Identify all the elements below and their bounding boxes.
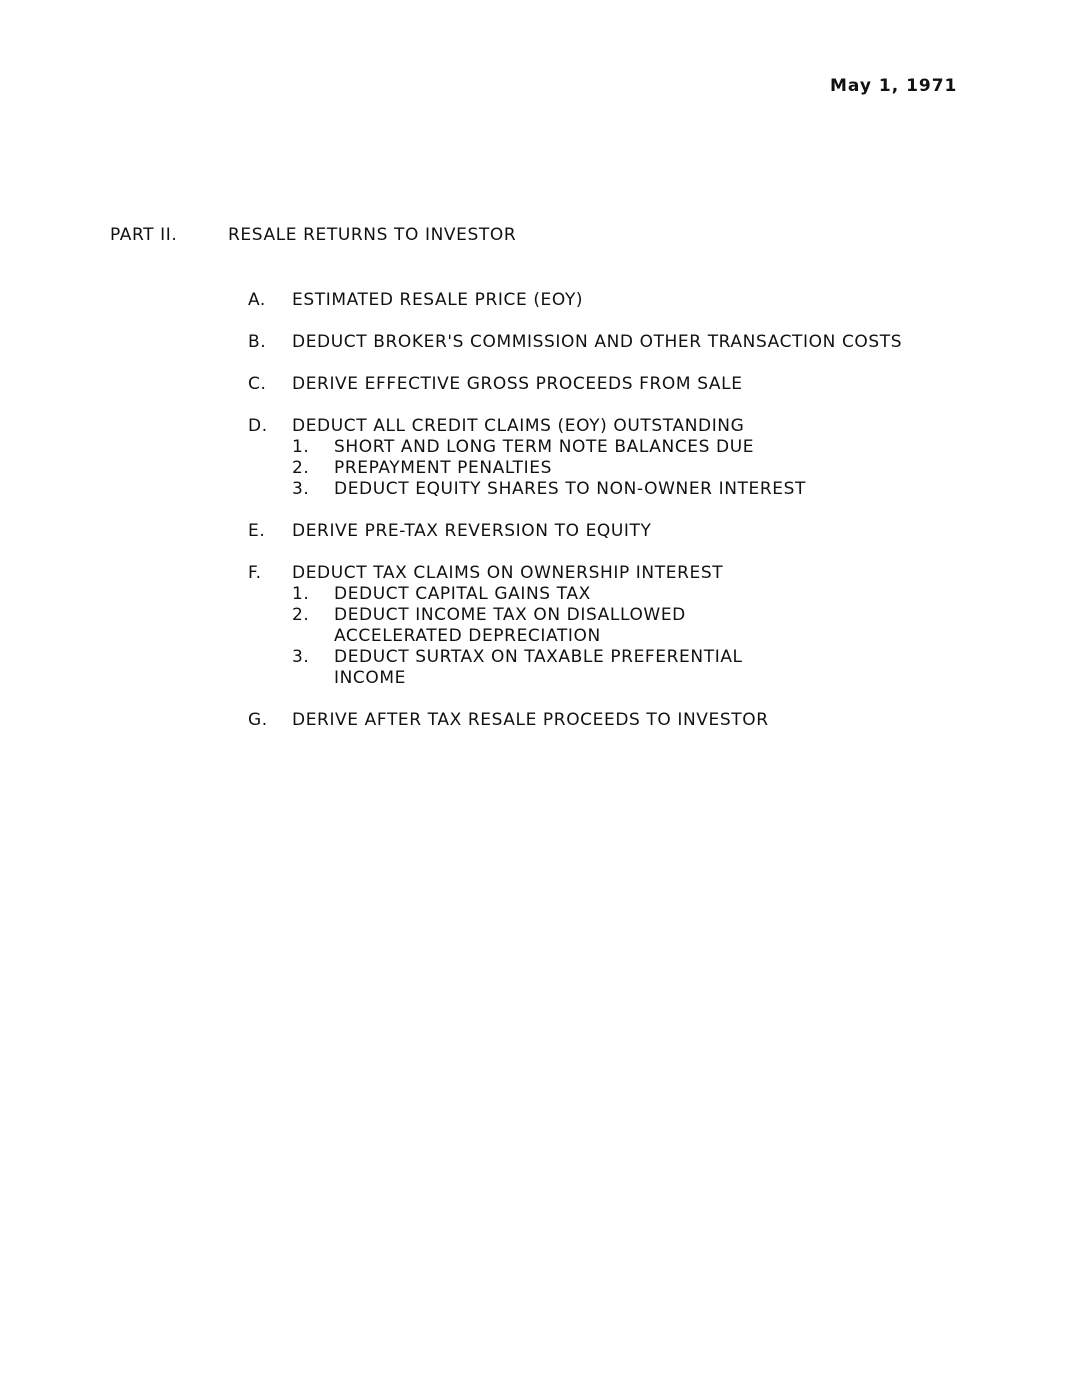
outline-list — [248, 290, 902, 752]
outline-item-text: DERIVE PRE-TAX REVERSION TO EQUITY — [292, 521, 652, 541]
sub-item-text: DEDUCT EQUITY SHARES TO NON-OWNER INTEREST — [334, 479, 806, 499]
outline-item-body — [292, 416, 902, 500]
sub-item — [292, 479, 902, 500]
outline-item-letter: D. — [248, 416, 268, 436]
document-date: May 1, 1971 — [830, 76, 958, 96]
sub-item-number: 3. — [292, 647, 310, 667]
outline-item — [248, 521, 902, 542]
outline-item — [248, 290, 902, 311]
sub-item-text: PREPAYMENT PENALTIES — [334, 458, 552, 478]
outline-item-text: DERIVE EFFECTIVE GROSS PROCEEDS FROM SALE — [292, 374, 743, 394]
sub-item-text: DEDUCT SURTAX ON TAXABLE PREFERENTIAL INCOME — [334, 647, 743, 688]
outline-item-letter: A. — [248, 290, 266, 310]
part-label: PART II. — [110, 225, 178, 245]
outline-item — [248, 374, 902, 395]
part-heading — [110, 225, 516, 245]
outline-item-body — [292, 332, 902, 353]
sub-item — [292, 584, 902, 605]
outline-item-letter: C. — [248, 374, 267, 394]
outline-item-text: DERIVE AFTER TAX RESALE PROCEEDS TO INVESTOR — [292, 710, 769, 730]
outline-item-body — [292, 521, 902, 542]
sub-item-number: 1. — [292, 584, 310, 604]
sub-item-text: DEDUCT CAPITAL GAINS TAX — [334, 584, 591, 604]
sub-item — [292, 437, 902, 458]
outline-item-body — [292, 290, 902, 311]
outline-item — [248, 332, 902, 353]
outline-item — [248, 563, 902, 689]
outline-item-letter: E. — [248, 521, 266, 541]
outline-item-body — [292, 563, 902, 689]
sub-item — [292, 458, 902, 479]
sub-item — [292, 647, 902, 689]
outline-item-text: DEDUCT TAX CLAIMS ON OWNERSHIP INTEREST — [292, 563, 724, 583]
sub-item-text: SHORT AND LONG TERM NOTE BALANCES DUE — [334, 437, 755, 457]
sub-item-number: 2. — [292, 605, 310, 625]
outline-item — [248, 710, 902, 731]
part-title: RESALE RETURNS TO INVESTOR — [228, 225, 517, 245]
sub-list — [292, 584, 902, 689]
outline-item-body — [292, 710, 902, 731]
sub-item-number: 3. — [292, 479, 310, 499]
sub-item — [292, 605, 902, 647]
outline-item-text: DEDUCT ALL CREDIT CLAIMS (EOY) OUTSTANDING — [292, 416, 745, 436]
outline-item-letter: F. — [248, 563, 262, 583]
outline-item — [248, 416, 902, 500]
outline-item-letter: B. — [248, 332, 267, 352]
sub-item-number: 2. — [292, 458, 310, 478]
outline-item-text: DEDUCT BROKER'S COMMISSION AND OTHER TRANSACTION COSTS — [292, 332, 903, 352]
sub-item-number: 1. — [292, 437, 310, 457]
sub-item-text: DEDUCT INCOME TAX ON DISALLOWED ACCELERATED DEPRECIATION — [334, 605, 686, 646]
outline-item-letter: G. — [248, 710, 268, 730]
outline-item-body — [292, 374, 902, 395]
outline-item-text: ESTIMATED RESALE PRICE (EOY) — [292, 290, 584, 310]
sub-list — [292, 437, 902, 500]
